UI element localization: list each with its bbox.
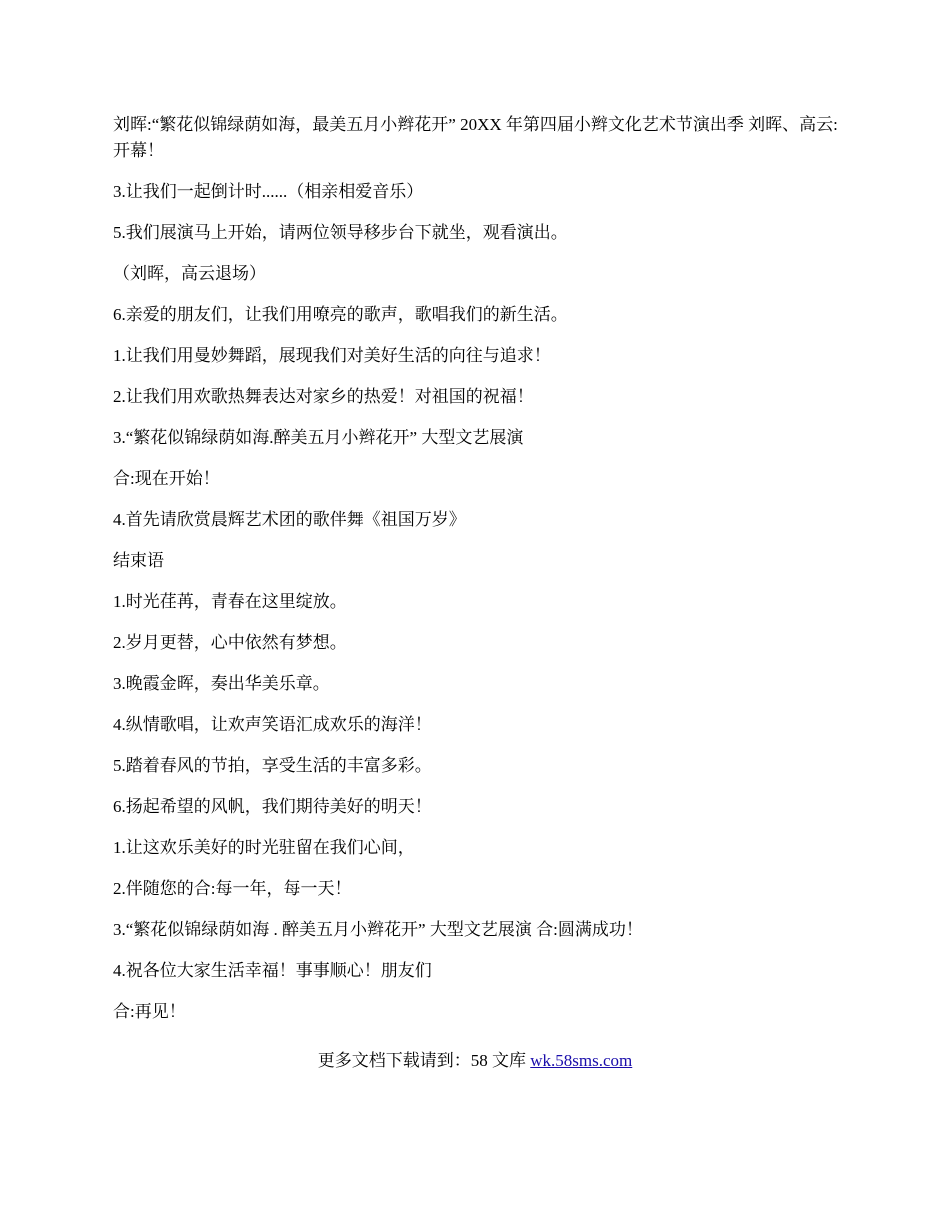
paragraph: 3.晚霞金晖，奏出华美乐章。: [113, 674, 330, 693]
footer-link[interactable]: wk.58sms.com: [530, 1051, 633, 1070]
paragraph: 3.“繁花似锦绿荫如海 . 醉美五月小辫花开” 大型文艺展演 合:圆满成功！: [113, 920, 643, 939]
footer: [0, 1048, 950, 1074]
paragraph: 3.让我们一起倒计时......（相亲相爱音乐）: [113, 182, 424, 201]
paragraph: 合:现在开始！: [113, 469, 220, 488]
paragraph: 2.岁月更替，心中依然有梦想。: [113, 633, 347, 652]
paragraph: 5.我们展演马上开始，请两位领导移步台下就坐，观看演出。: [113, 223, 568, 242]
paragraph: 2.让我们用欢歌热舞表达对家乡的热爱！对祖国的祝福！: [113, 387, 534, 406]
section-heading-closing: 结束语: [113, 551, 164, 570]
document-body: [113, 112, 838, 1040]
footer-text: 更多文档下载请到：58 文库: [317, 1051, 531, 1070]
paragraph: 4.祝各位大家生活幸福！事事顺心！朋友们: [113, 961, 432, 980]
paragraph: 合:再见！: [113, 1002, 186, 1021]
paragraph: 1.让我们用曼妙舞蹈，展现我们对美好生活的向往与追求！: [113, 346, 551, 365]
paragraph: 4.首先请欣赏晨辉艺术团的歌伴舞《祖国万岁》: [113, 510, 466, 529]
paragraph: 6.扬起希望的风帆，我们期待美好的明天！: [113, 797, 432, 816]
paragraph: 1.让这欢乐美好的时光驻留在我们心间，: [113, 838, 415, 857]
paragraph: 3.“繁花似锦绿荫如海.醉美五月小辫花开” 大型文艺展演: [113, 428, 524, 447]
paragraph: 4.纵情歌唱，让欢声笑语汇成欢乐的海洋！: [113, 715, 432, 734]
paragraph: 2.伴随您的合:每一年，每一天！: [113, 879, 352, 898]
paragraph: 5.踏着春风的节拍，享受生活的丰富多彩。: [113, 756, 432, 775]
paragraph: 刘晖:“繁花似锦绿荫如海，最美五月小辫花开” 20XX 年第四届小辫文化艺术节演出季 刘晖、高云:开幕！: [113, 115, 838, 160]
paragraph: 6.亲爱的朋友们，让我们用嘹亮的歌声，歌唱我们的新生活。: [113, 305, 568, 324]
paragraph: （刘晖，高云退场）: [113, 264, 266, 283]
paragraph: 1.时光荏苒，青春在这里绽放。: [113, 592, 347, 611]
